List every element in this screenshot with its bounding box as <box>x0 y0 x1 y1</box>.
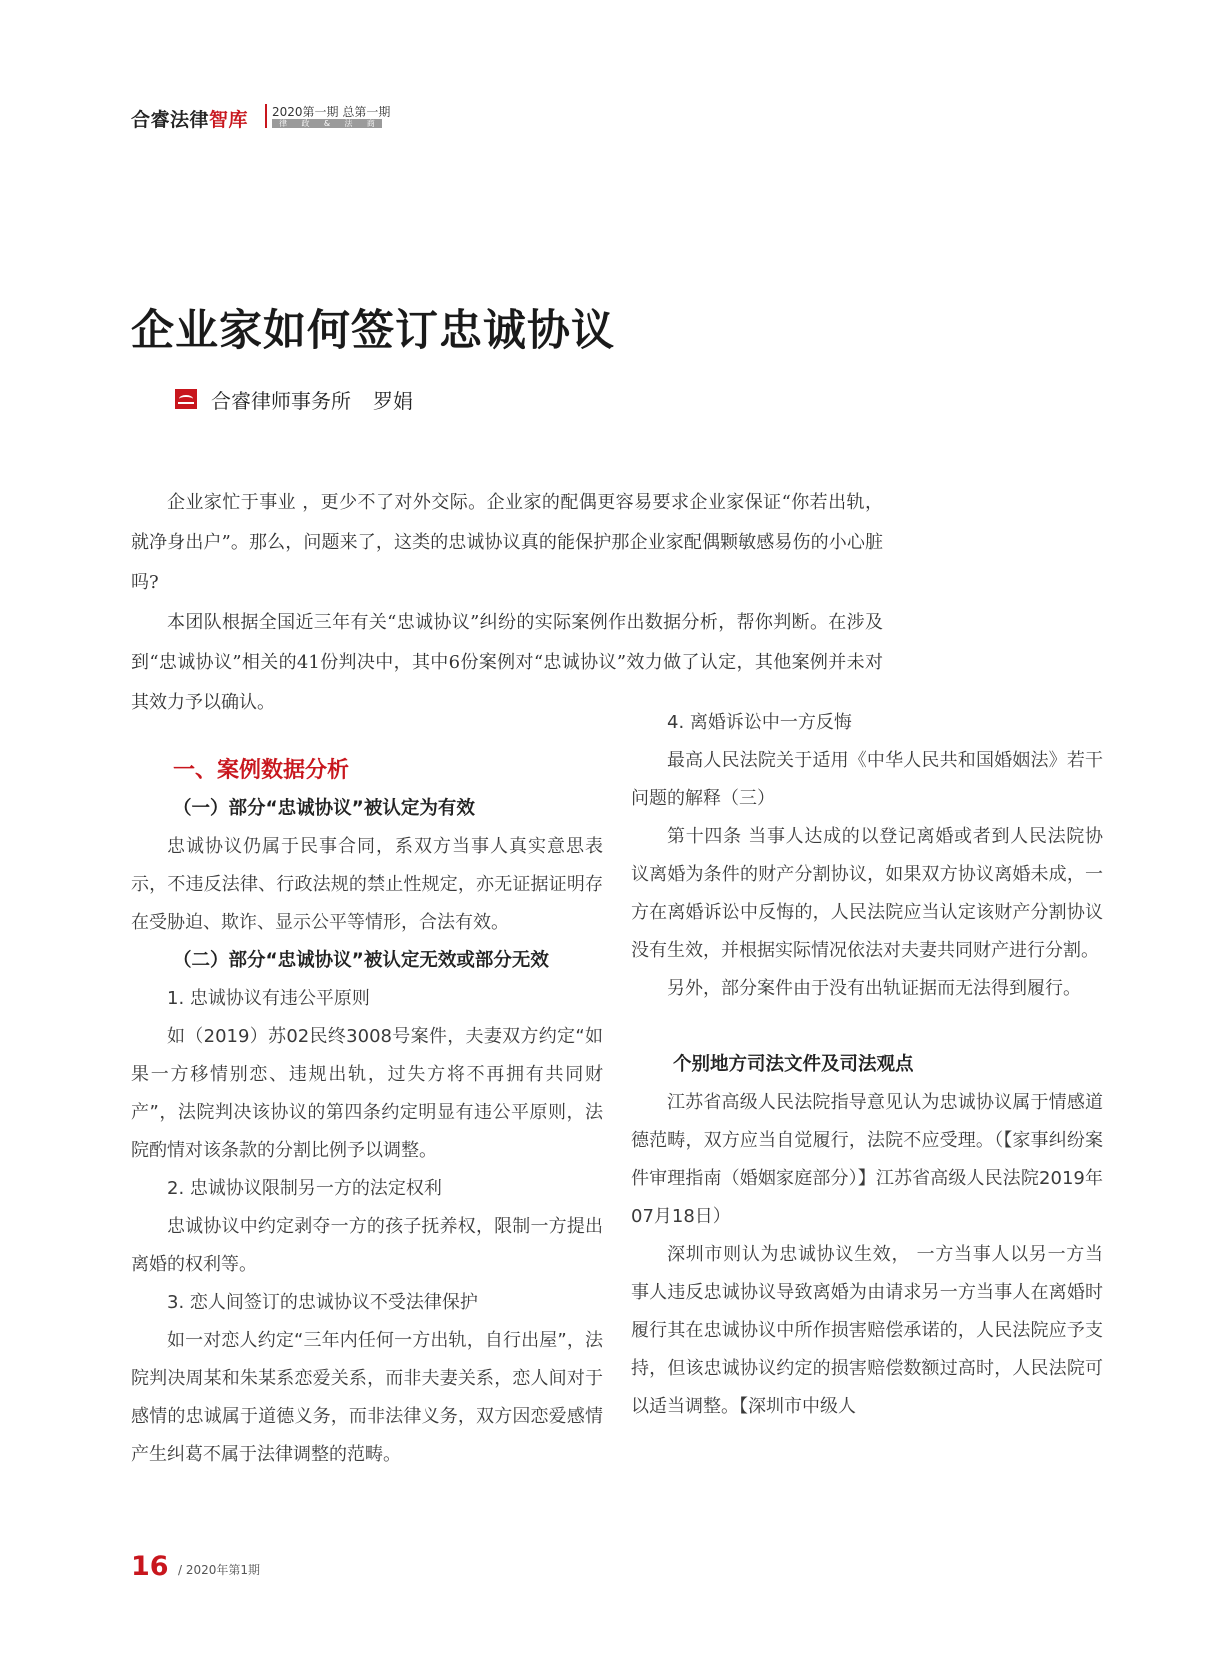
abstract-paragraph: 企业家忙于事业 ，更少不了对外交际。企业家的配偶更容易要求企业家保证“你若出轨，就净身出户”。那么，问题来了，这类的忠诚协议真的能保护那企业家配偶颗敏感易伤的小心脏吗? <box>131 492 883 593</box>
paragraph: 如一对恋人约定“三年内任何一方出轨，自行出屋”，法院判决周某和朱某系恋爱关系，而非夫妻关系，恋人间对于感情的忠诚属于道德义务，而非法律义务，双方因恋爱感情产生纠葛不属于法律调整的范畴。 <box>131 1330 603 1465</box>
list-item-title: 2. 忠诚协议限制另一方的法定权利 <box>167 1178 442 1199</box>
article-title: 企业家如何签订忠诚协议 <box>131 306 615 356</box>
left-column <box>131 752 603 1474</box>
paragraph: 忠诚协议仍属于民事合同，系双方当事人真实意思表示，不违反法律、行政法规的禁止性规定，亦无证据证明存在受胁迫、欺诈、显示公平等情形，合法有效。 <box>131 836 603 933</box>
firm-logo-icon <box>175 389 197 409</box>
author-name: 罗娟 <box>373 389 413 413</box>
paragraph: 最高人民法院关于适用《中华人民共和国婚姻法》若干问题的解释（三） <box>631 750 1103 809</box>
paragraph: 第十四条 当事人达成的以登记离婚或者到人民法院协议离婚为条件的财产分割协议，如果双方协议离婚未成，一方在离婚诉讼中反悔的，人民法院应当认定该财产分割协议没有生效，并根据实际情况依法对夫妻共同财产进行分割。 <box>631 826 1103 961</box>
list-item-title: 1. 忠诚协议有违公平原则 <box>167 988 370 1009</box>
subsection-heading: （一）部分“忠诚协议”被认定为有效 <box>173 798 475 819</box>
author-org: 合睿律师事务所 <box>211 389 351 413</box>
paragraph: 江苏省高级人民法院指导意见认为忠诚协议属于情感道德范畴，双方应当自觉履行，法院不应受理。（【家事纠纷案件审理指南（婚姻家庭部分）】江苏省高级人民法院2019年07月18日） <box>631 1092 1103 1227</box>
section-heading: 一、案例数据分析 <box>173 758 350 783</box>
paragraph: 如（2019）苏02民终3008号案件，夫妻双方约定“如果一方移情别恋、违规出轨，过失方将不再拥有共同财产”，法院判决该协议的第四条约定明显有违公平原则，法院酌情对该条款的分割比例予以调整。 <box>131 1026 603 1161</box>
page-number: 16 <box>131 1551 169 1582</box>
brand-accent: 智库 <box>209 109 249 131</box>
paragraph: 忠诚协议中约定剥夺一方的孩子抚养权，限制一方提出离婚的权利等。 <box>131 1216 603 1275</box>
header-issue: 2020第一期 总第一期 <box>272 105 391 119</box>
subsection-heading: （二）部分“忠诚协议”被认定无效或部分无效 <box>173 950 549 971</box>
abstract-paragraph: 本团队根据全国近三年有关“忠诚协议”纠纷的实际案例作出数据分析，帮你判断。在涉及到“忠诚协议”相关的41份判决中，其中6份案例对“忠诚协议”效力做了认定，其他案例并未对其效力予以确认。 <box>131 612 883 713</box>
paragraph: 深圳市则认为忠诚协议生效， 一方当事人以另一方当事人违反忠诚协议导致离婚为由请求另一方当事人在离婚时履行其在忠诚协议中所作损害赔偿承诺的，人民法院应予支持，但该忠诚协议约定的损害赔偿数额过高时，人民法院可以适当调整。【深圳市中级人 <box>631 1244 1103 1417</box>
header-band <box>272 119 382 128</box>
subsection-heading: 个别地方司法文件及司法观点 <box>673 1054 914 1075</box>
right-column <box>631 704 1103 1426</box>
band-char: 律 <box>279 119 288 128</box>
list-item-title: 3. 恋人间签订的忠诚协议不受法律保护 <box>167 1292 478 1313</box>
abstract <box>131 483 883 723</box>
paragraph: 另外，部分案件由于没有出轨证据而无法得到履行。 <box>667 978 1081 999</box>
header-divider <box>265 104 267 128</box>
band-char: 法 <box>344 119 353 128</box>
list-item-title: 4. 离婚诉讼中一方反悔 <box>667 712 852 733</box>
band-char: 商 <box>366 119 375 128</box>
brand-main: 合睿法律 <box>131 109 210 131</box>
author-line <box>211 385 413 414</box>
footer-issue: / 2020年第1期 <box>178 1563 261 1577</box>
band-char: 政 <box>301 119 310 128</box>
band-char: & <box>323 119 331 128</box>
brand-name <box>131 105 248 132</box>
